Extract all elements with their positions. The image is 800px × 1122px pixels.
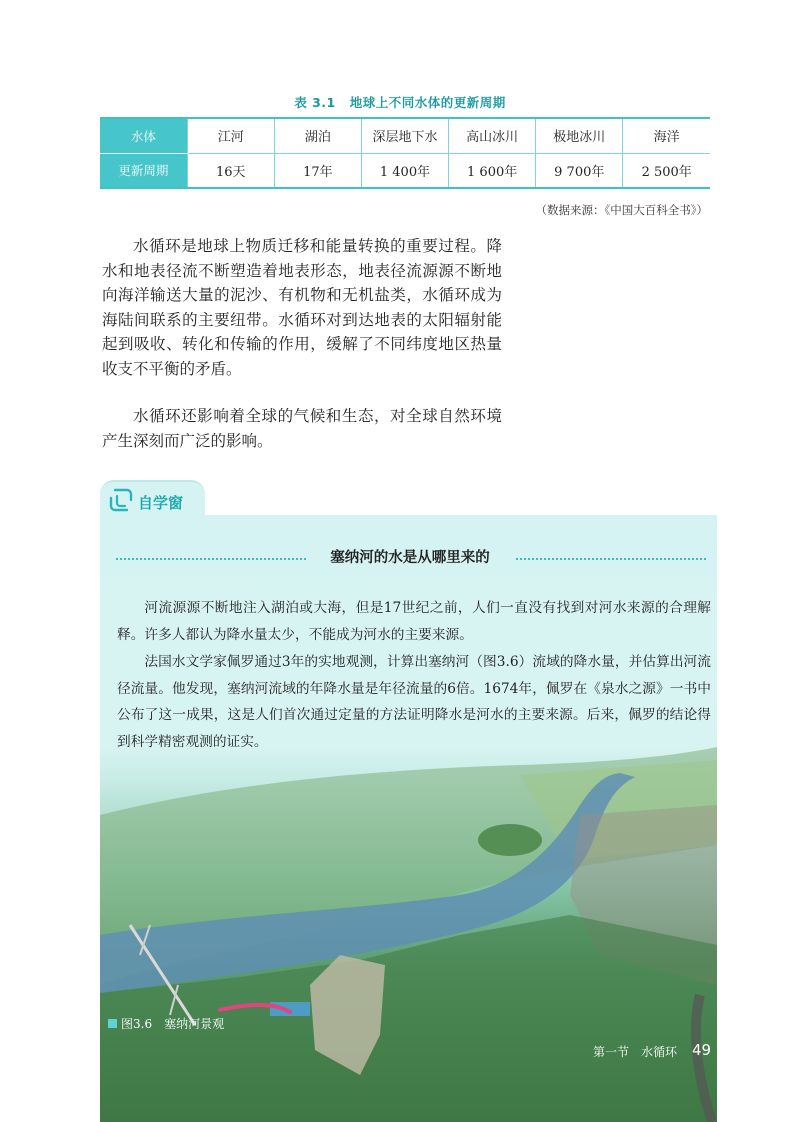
table-cell: 高山冰川 bbox=[449, 118, 536, 153]
table-source-note: （数据来源：《中国大百科全书》） bbox=[535, 203, 708, 217]
table-cell: 极地冰川 bbox=[536, 118, 623, 153]
table-cell: 1 600年 bbox=[449, 153, 536, 188]
sidebar-paragraph: 法国水文学家佩罗通过3年的实地观测，计算出塞纳河（图3.6）流域的降水量，并估算出河流径流量。他发现，塞纳河流域的年降水量是年径流量的6倍。1674年，佩罗在《泉水之源》一书中公布了这一成果，这是人们首次通过定量的方法证明降水是河水的主要来源。后来，佩罗的结论得到科学精密观测的证实。 bbox=[117, 654, 711, 750]
table-title: 地球上不同水体的更新周期 bbox=[349, 95, 506, 110]
table-cell: 海洋 bbox=[623, 118, 710, 153]
square-marker-icon bbox=[108, 1019, 117, 1028]
table-cell: 17年 bbox=[274, 153, 361, 188]
table-row-water-body bbox=[100, 118, 710, 153]
table-cell: 深层地下水 bbox=[361, 118, 448, 153]
table-cell-header: 更新周期 bbox=[100, 153, 187, 188]
table-cell: 16天 bbox=[187, 153, 274, 188]
renewal-cycle-table bbox=[100, 117, 710, 189]
table-cell: 1 400年 bbox=[361, 153, 448, 188]
table-cell: 湖泊 bbox=[274, 118, 361, 153]
figure-caption-text: 图3.6 塞纳河景观 bbox=[121, 1017, 225, 1031]
table-cell-header: 水体 bbox=[100, 118, 187, 153]
figure-caption bbox=[108, 1015, 224, 1032]
table-cell: 9 700年 bbox=[536, 153, 623, 188]
sidebar-title: 塞纳河的水是从哪里来的 bbox=[330, 550, 490, 566]
table-number: 表 3.1 bbox=[294, 95, 336, 110]
page-number: 49 bbox=[692, 1041, 712, 1059]
table-caption bbox=[0, 93, 800, 111]
body-paragraph: 水循环还影响着全球的气候和生态，对全球自然环境产生深刻而广泛的影响。 bbox=[102, 407, 502, 450]
sidebar-paragraph: 河流源源不断地注入湖泊或大海，但是17世纪之前，人们一直没有找到对河水来源的合理解释。许多人都认为降水量太少，不能成为河水的主要来源。 bbox=[117, 600, 711, 643]
sidebar-tab-label: 自学窗 bbox=[138, 494, 184, 512]
table-cell: 2 500年 bbox=[623, 153, 710, 188]
footer-section-label: 第一节 水循环 bbox=[593, 1045, 678, 1059]
table-cell: 江河 bbox=[187, 118, 274, 153]
table-row-renewal-cycle bbox=[100, 153, 710, 188]
self-study-window-icon bbox=[108, 487, 134, 513]
body-paragraph: 水循环是地球上物质迁移和能量转换的重要过程。降水和地表径流不断塑造着地表形态，地表径流源源不断地向海洋输送大量的泥沙、有机物和无机盐类，水循环成为海陆间联系的主要纽带。水循环对到达地表的太阳辐射能起到吸收、转化和传输的作用，缓解了不同纬度地区热量收支不平衡的矛盾。 bbox=[102, 237, 502, 378]
